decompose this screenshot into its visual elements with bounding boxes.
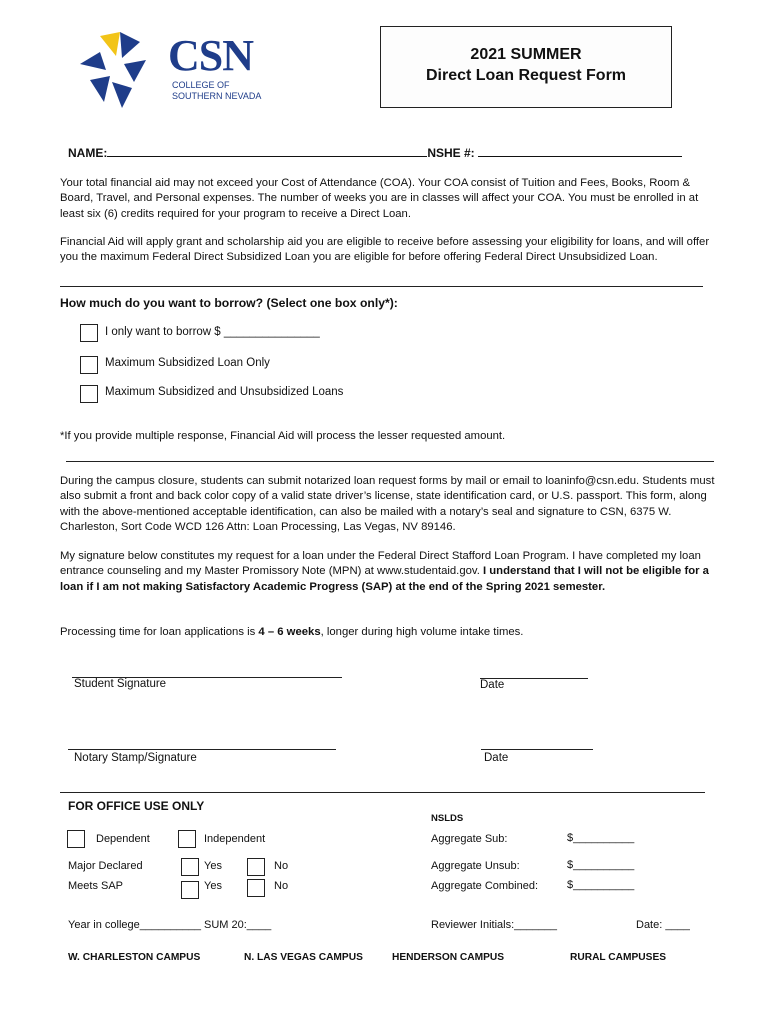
nshe-field[interactable]	[478, 156, 682, 157]
borrow-option-amount: I only want to borrow $ _______________	[105, 326, 320, 338]
logo-wordmark: CSN	[168, 31, 254, 80]
notary-date-line[interactable]	[481, 749, 593, 750]
independent-checkbox[interactable]	[178, 830, 196, 848]
aggregate-combined-label: Aggregate Combined:	[431, 880, 539, 892]
logo-sub2: SOUTHERN NEVADA	[172, 91, 262, 101]
major-no-checkbox[interactable]	[247, 858, 265, 876]
sap-no-label: No	[274, 880, 289, 892]
major-yes-label: Yes	[204, 860, 222, 872]
processing-suffix: , longer during high volume intake times.	[320, 626, 524, 638]
nshe-label: NSHE #:	[427, 146, 475, 160]
campus-rural: RURAL CAMPUSES	[570, 952, 667, 963]
independent-label: Independent	[204, 833, 266, 845]
meets-sap-label: Meets SAP	[68, 880, 124, 892]
max-sub-unsub-checkbox[interactable]	[80, 385, 98, 403]
borrow-question: How much do you want to borrow? (Select one box only*):	[60, 296, 398, 310]
form-title-box	[380, 26, 672, 108]
signature-statement-text: My signature below constitutes my request for a loan under the Federal Direct Stafford Loan Program. I have completed my loan entrance counseling and my Master Promissory Note (MPN) at www.studentaid.gov.	[60, 550, 701, 578]
borrow-amount-checkbox[interactable]	[80, 324, 98, 342]
aggregate-sub-field[interactable]: $__________	[567, 832, 635, 844]
aggregate-combined-field[interactable]: $__________	[567, 879, 635, 891]
processing-weeks: 4 – 6 weeks	[258, 626, 321, 638]
notary-date-label: Date	[484, 752, 509, 764]
dependent-checkbox[interactable]	[67, 830, 85, 848]
aggregate-sub-label: Aggregate Sub:	[431, 833, 508, 845]
form-title-line2: Direct Loan Request Form	[425, 67, 627, 84]
notary-signature-label: Notary Stamp/Signature	[74, 752, 197, 764]
major-declared-label: Major Declared	[68, 860, 143, 872]
identity-row	[68, 146, 708, 160]
divider	[60, 286, 703, 287]
student-date-label: Date	[480, 679, 505, 691]
notary-signature-line[interactable]	[68, 749, 336, 750]
office-use-heading: FOR OFFICE USE ONLY	[68, 799, 205, 813]
logo-sub1: COLLEGE OF	[172, 80, 230, 90]
sap-yes-checkbox[interactable]	[181, 881, 199, 899]
aggregate-unsub-label: Aggregate Unsub:	[431, 860, 520, 872]
processing-prefix: Processing time for loan applications is	[60, 626, 259, 638]
sap-no-checkbox[interactable]	[247, 879, 265, 897]
office-date-field[interactable]: Date: ____	[636, 919, 690, 931]
year-in-college-field[interactable]: Year in college__________ SUM 20:____	[68, 919, 272, 931]
aggregate-unsub-field[interactable]: $__________	[567, 859, 635, 871]
reviewer-initials-field[interactable]: Reviewer Initials:_______	[431, 919, 557, 931]
major-yes-checkbox[interactable]	[181, 858, 199, 876]
dependent-label: Dependent	[96, 833, 150, 845]
name-field[interactable]	[107, 156, 427, 157]
intro-paragraph-2: Financial Aid will apply grant and scholarship aid you are eligible to receive before assessing your eligibility for loans, and will offer you the maximum Federal Direct Subsidized Loan you are eligible for before offering Federal Direct Unsubsidized Loan.	[60, 236, 710, 264]
borrow-footnote: *If you provide multiple response, Financial Aid will process the lesser requested amount.	[60, 430, 506, 442]
campus-w-charleston: W. CHARLESTON CAMPUS	[68, 952, 201, 963]
form-title-line1: 2021 SUMMER	[470, 46, 582, 63]
nslds-label: NSLDS	[431, 813, 464, 824]
borrow-option-max-sub-unsub: Maximum Subsidized and Unsubsidized Loans	[105, 386, 344, 398]
max-subsidized-checkbox[interactable]	[80, 356, 98, 374]
campus-n-las-vegas: N. LAS VEGAS CAMPUS	[244, 952, 363, 963]
borrow-option-max-sub: Maximum Subsidized Loan Only	[105, 357, 270, 369]
sap-warning: I understand that I will not be eligible for a loan if I am not making Satisfactory Academic Progress (SAP) at the end of the Spring 2021 semester.	[60, 565, 709, 593]
divider	[60, 792, 705, 793]
major-no-label: No	[274, 860, 289, 872]
closure-paragraph: During the campus closure, students can submit notarized loan request forms by mail or email to loaninfo@csn.edu. Students must also submit a front and back color copy of a valid state driver’s license, state identification card, or U.S. passport. This form, along with the above-mentioned acceptable identification, can also be mailed with a notary’s seal and signature to CSN, 6375 W. Charleston, Sort Code WCD 126 Attn: Loan Processing, Las Vegas, NV 89146.	[60, 475, 715, 534]
intro-paragraph-1: Your total financial aid may not exceed your Cost of Attendance (COA). Your COA consist of Tuition and Fees, Books, Room & Board, Travel, and Personal expenses. The number of weeks you are in classes will affect your COA. You must be enrolled in at least six (6) credits required for your program to receive a Direct Loan.	[60, 177, 699, 220]
name-label: NAME:	[68, 146, 108, 160]
processing-time	[60, 625, 720, 640]
student-signature-label: Student Signature	[74, 678, 167, 690]
divider	[66, 461, 714, 462]
campus-henderson: HENDERSON CAMPUS	[392, 952, 505, 963]
signature-statement	[60, 549, 720, 595]
sap-yes-label: Yes	[204, 880, 222, 892]
csn-logo	[76, 30, 266, 110]
